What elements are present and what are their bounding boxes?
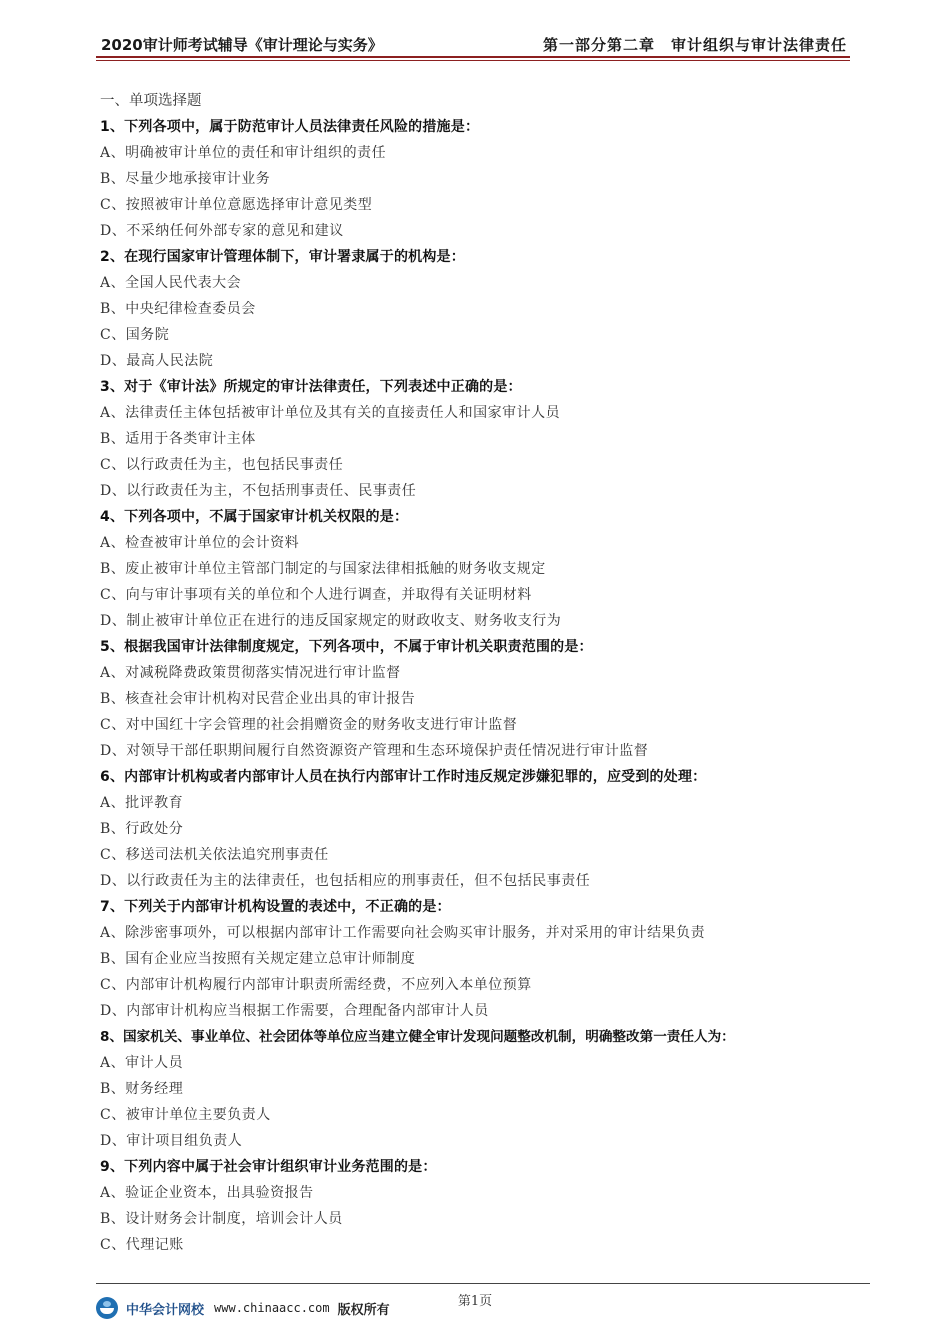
option: C、内部审计机构履行内部审计职责所需经费，不应列入本单位预算 xyxy=(100,977,532,993)
option: D、不采纳任何外部专家的意见和建议 xyxy=(100,223,344,239)
option: C、以行政责任为主，也包括民事责任 xyxy=(100,457,344,473)
option: A、明确被审计单位的责任和审计组织的责任 xyxy=(100,145,387,161)
option: D、以行政责任为主的法律责任，也包括相应的刑事责任，但不包括民事责任 xyxy=(100,873,591,889)
page-footer xyxy=(96,1294,390,1322)
option: D、审计项目组负责人 xyxy=(100,1133,243,1149)
header-rule-thin xyxy=(96,60,850,61)
footer-rule xyxy=(96,1283,870,1284)
option: C、向与审计事项有关的单位和个人进行调查，并取得有关证明材料 xyxy=(100,587,532,603)
option: A、除涉密事项外，可以根据内部审计工作需要向社会购买审计服务，并对采用的审计结果负责 xyxy=(100,925,706,941)
option: A、审计人员 xyxy=(100,1055,184,1071)
option: C、移送司法机关依法追究刑事责任 xyxy=(100,847,329,863)
option: A、检查被审计单位的会计资料 xyxy=(100,535,300,551)
question-stem: 7、下列关于内部审计机构设置的表述中，不正确的是： xyxy=(100,899,451,915)
brand-logo-icon xyxy=(96,1297,118,1319)
option: B、中央纪律检查委员会 xyxy=(100,301,256,317)
question-stem: 2、在现行国家审计管理体制下，审计署隶属于的机构是： xyxy=(100,249,465,265)
option: D、最高人民法院 xyxy=(100,353,214,369)
option: A、对减税降费政策贯彻落实情况进行审计监督 xyxy=(100,665,401,681)
question-stem: 6、内部审计机构或者内部审计人员在执行内部审计工作时违反规定涉嫌犯罪的，应受到的处理： xyxy=(100,769,707,785)
option: B、财务经理 xyxy=(100,1081,184,1097)
copyright-text: 版权所有 xyxy=(337,1302,390,1318)
option: D、制止被审计单位正在进行的违反国家规定的财政收支、财务收支行为 xyxy=(100,613,562,629)
option: C、按照被审计单位意愿选择审计意见类型 xyxy=(100,197,373,213)
question-list xyxy=(100,88,860,1258)
question-stem: 8、国家机关、事业单位、社会团体等单位应当建立健全审计发现问题整改机制，明确整改第一责任人为： xyxy=(100,1029,735,1045)
question-stem: 9、下列内容中属于社会审计组织审计业务范围的是： xyxy=(100,1159,437,1175)
page-number: 第1页 xyxy=(457,1294,493,1309)
option: B、行政处分 xyxy=(100,821,184,837)
option: D、以行政责任为主，不包括刑事责任、民事责任 xyxy=(100,483,417,499)
site-url[interactable]: www.chinaacc.com xyxy=(214,1301,330,1315)
option: B、废止被审计单位主管部门制定的与国家法律相抵触的财务收支规定 xyxy=(100,561,546,577)
option: A、批评教育 xyxy=(100,795,184,811)
page-header xyxy=(101,34,847,56)
option: A、验证企业资本，出具验资报告 xyxy=(100,1185,314,1201)
option: B、适用于各类审计主体 xyxy=(100,431,256,447)
option: A、全国人民代表大会 xyxy=(100,275,242,291)
header-title: 2020审计师考试辅导《审计理论与实务》 xyxy=(101,36,383,54)
option: C、被审计单位主要负责人 xyxy=(100,1107,271,1123)
option: C、代理记账 xyxy=(100,1237,184,1253)
question-stem: 1、下列各项中，属于防范审计人员法律责任风险的措施是： xyxy=(100,119,480,135)
option: C、国务院 xyxy=(100,327,170,343)
brand-name: 中华会计网校 xyxy=(126,1302,205,1318)
option: B、国有企业应当按照有关规定建立总审计师制度 xyxy=(100,951,416,967)
question-stem: 4、下列各项中，不属于国家审计机关权限的是： xyxy=(100,509,409,525)
section-title: 一、单项选择题 xyxy=(100,93,202,109)
option: B、尽量少地承接审计业务 xyxy=(100,171,271,187)
question-stem: 5、根据我国审计法律制度规定，下列各项中，不属于审计机关职责范围的是： xyxy=(100,639,593,655)
header-rule-thick xyxy=(96,56,850,58)
option: D、对领导干部任职期间履行自然资源资产管理和生态环境保护责任情况进行审计监督 xyxy=(100,743,649,759)
option: D、内部审计机构应当根据工作需要，合理配备内部审计人员 xyxy=(100,1003,489,1019)
header-chapter: 第一部分第二章 审计组织与审计法律责任 xyxy=(542,36,847,54)
option: B、设计财务会计制度，培训会计人员 xyxy=(100,1211,343,1227)
option: C、对中国红十字会管理的社会捐赠资金的财务收支进行审计监督 xyxy=(100,717,518,733)
option: B、核查社会审计机构对民营企业出具的审计报告 xyxy=(100,691,416,707)
question-stem: 3、对于《审计法》所规定的审计法律责任，下列表述中正确的是： xyxy=(100,379,522,395)
option: A、法律责任主体包括被审计单位及其有关的直接责任人和国家审计人员 xyxy=(100,405,561,421)
